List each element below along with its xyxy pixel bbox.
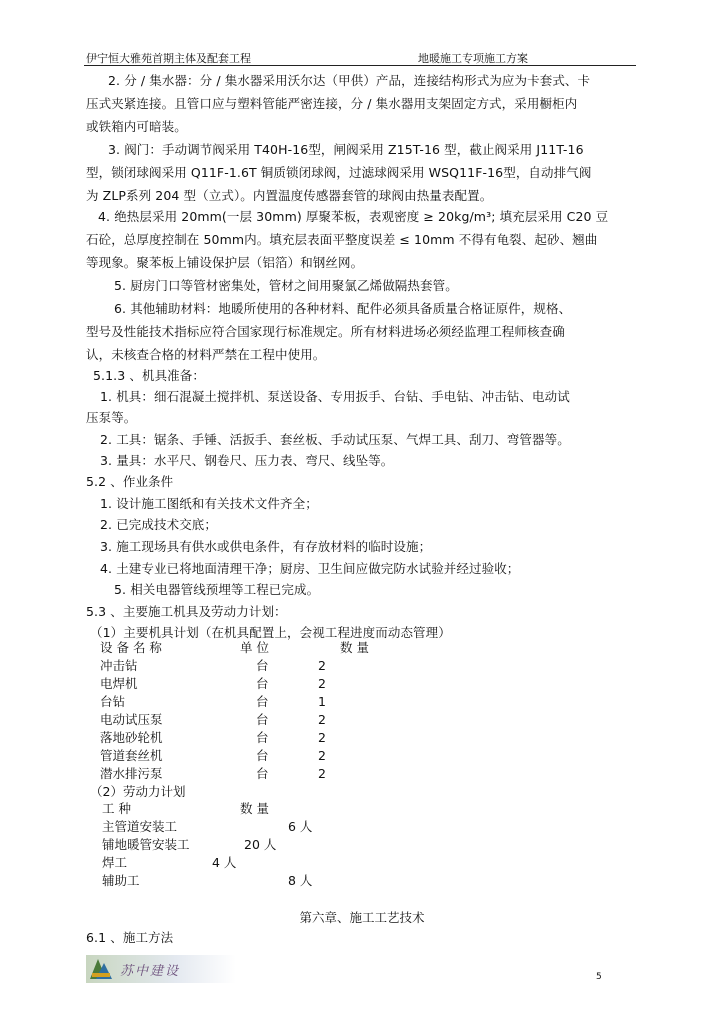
table-row-qty: 20 人	[244, 837, 277, 852]
text-line: 为 ZLP系列 204 型（立式）。内置温度传感器套管的球阀由热量表配置。	[86, 188, 493, 203]
header-rule	[84, 65, 636, 66]
table-row-qty: 4 人	[212, 855, 237, 870]
table-row-trade: 铺地暖管安装工	[102, 837, 190, 852]
table-row-unit: 台	[256, 694, 269, 709]
text-line: 等现象。聚苯板上铺设保护层（铝箔）和钢丝网。	[86, 255, 364, 270]
text-line: 2. 分 / 集水器：分 / 集水器采用沃尔达（甲供）产品，连接结构形式为应为卡套式、卡	[108, 73, 591, 88]
table-row-name: 台钻	[100, 694, 126, 709]
table-row-qty: 2	[318, 676, 326, 691]
table-row-qty: 6 人	[288, 819, 313, 834]
labor-plan-title: （2）劳动力计划	[90, 784, 186, 799]
section-heading: 6.1 、施工方法	[86, 930, 174, 945]
table-row-qty: 2	[318, 730, 326, 745]
text-line: 认，未核查合格的材料严禁在工程中使用。	[86, 347, 326, 362]
table-row-name: 管道套丝机	[100, 748, 163, 763]
text-line: 石砼，总厚度控制在 50mm内。填充层表面平整度误差 ≤ 10mm 不得有龟裂、起砂、翘曲	[86, 232, 598, 247]
equipment-header-qty: 数 量	[340, 640, 369, 655]
table-row-trade: 主管道安装工	[102, 819, 178, 834]
table-row-name: 潜水排污泵	[100, 766, 163, 781]
chapter-title: 第六章、施工工艺技术	[299, 910, 425, 925]
section-heading: 5.3 、主要施工机具及劳动力计划：	[86, 604, 287, 619]
table-row-qty: 2	[318, 712, 326, 727]
table-row-trade: 辅助工	[102, 873, 140, 888]
table-row-unit: 台	[256, 748, 269, 763]
header-document-title: 地暖施工专项施工方案	[418, 52, 528, 65]
text-line: （1）主要机具计划（在机具配置上，会视工程进度而动态管理）	[90, 625, 451, 640]
text-line: 3. 阀门：手动调节阀采用 T40H-16型，闸阀采用 Z15T-16 型，截止阀采用 J11T-16	[108, 142, 584, 157]
table-row-qty: 8 人	[288, 873, 313, 888]
section-heading: 5.1.3 、机具准备：	[93, 368, 205, 383]
table-row-unit: 台	[256, 658, 269, 673]
text-line: 型号及性能技术指标应符合国家现行标准规定。所有材料进场必须经监理工程师核查确	[86, 324, 565, 339]
text-line: 3. 量具：水平尺、钢卷尺、压力表、弯尺、线坠等。	[100, 453, 394, 468]
text-line: 5. 厨房门口等管材密集处，管材之间用聚氯乙烯做隔热套管。	[114, 278, 458, 293]
labor-header-qty: 数 量	[240, 801, 269, 816]
text-line: 3. 施工现场具有供水或供电条件，有存放材料的临时设施；	[100, 539, 432, 554]
text-line: 1. 机具：细石混凝土搅拌机、泵送设备、专用扳手、台钻、手电钻、冲击钻、电动试	[100, 389, 570, 404]
footer-brand: 苏中建设	[120, 964, 181, 979]
table-row-unit: 台	[256, 730, 269, 745]
table-row-qty: 2	[318, 748, 326, 763]
text-line: 压泵等。	[86, 410, 137, 425]
table-row-name: 落地砂轮机	[100, 730, 163, 745]
text-line: 压式夹紧连接。且管口应与塑料管能严密连接，分 / 集水器用支架固定方式，采用橱柜内	[86, 96, 578, 111]
text-line: 型，锁闭球阀采用 Q11F-1.6T 铜质锁闭球阀，过滤球阀采用 WSQ11F-16型，自动排气阀	[86, 165, 592, 180]
table-row-qty: 2	[318, 766, 326, 781]
text-line: 5. 相关电器管线预埋等工程已完成。	[114, 582, 320, 597]
text-line: 或铁箱内可暗装。	[86, 119, 187, 134]
header-project-name: 伊宁恒大雅苑首期主体及配套工程	[86, 52, 251, 65]
equipment-header-name: 设 备 名 称	[100, 640, 162, 655]
text-line: 6. 其他辅助材料：地暖所使用的各种材料、配件必须具备质量合格证原件，规格、	[114, 301, 572, 316]
table-row-qty: 2	[318, 658, 326, 673]
table-row-unit: 台	[256, 712, 269, 727]
equipment-header-unit: 单 位	[240, 640, 269, 655]
table-row-name: 电焊机	[100, 676, 138, 691]
table-row-trade: 焊工	[102, 855, 128, 870]
labor-header-trade: 工 种	[102, 801, 131, 816]
text-line: 1. 设计施工图纸和有关技术文件齐全；	[100, 496, 318, 511]
text-line: 4. 绝热层采用 20mm(一层 30mm) 厚聚苯板，表观密度 ≥ 20kg/m³; 填充层采用 C20 豆	[98, 209, 609, 224]
table-row-unit: 台	[256, 676, 269, 691]
text-line: 2. 已完成技术交底；	[100, 517, 217, 532]
table-row-name: 冲击钻	[100, 658, 138, 673]
section-heading: 5.2 、作业条件	[86, 474, 174, 489]
table-row-name: 电动试压泵	[100, 712, 163, 727]
text-line: 4. 土建专业已将地面清理干净；厨房、卫生间应做完防水试验并经过验收；	[100, 561, 520, 576]
table-row-unit: 台	[256, 766, 269, 781]
text-line: 2. 工具：锯条、手锤、活扳手、套丝板、手动试压泵、气焊工具、刮刀、弯管器等。	[100, 432, 570, 447]
page-number: 5	[596, 972, 602, 982]
table-row-qty: 1	[318, 694, 326, 709]
